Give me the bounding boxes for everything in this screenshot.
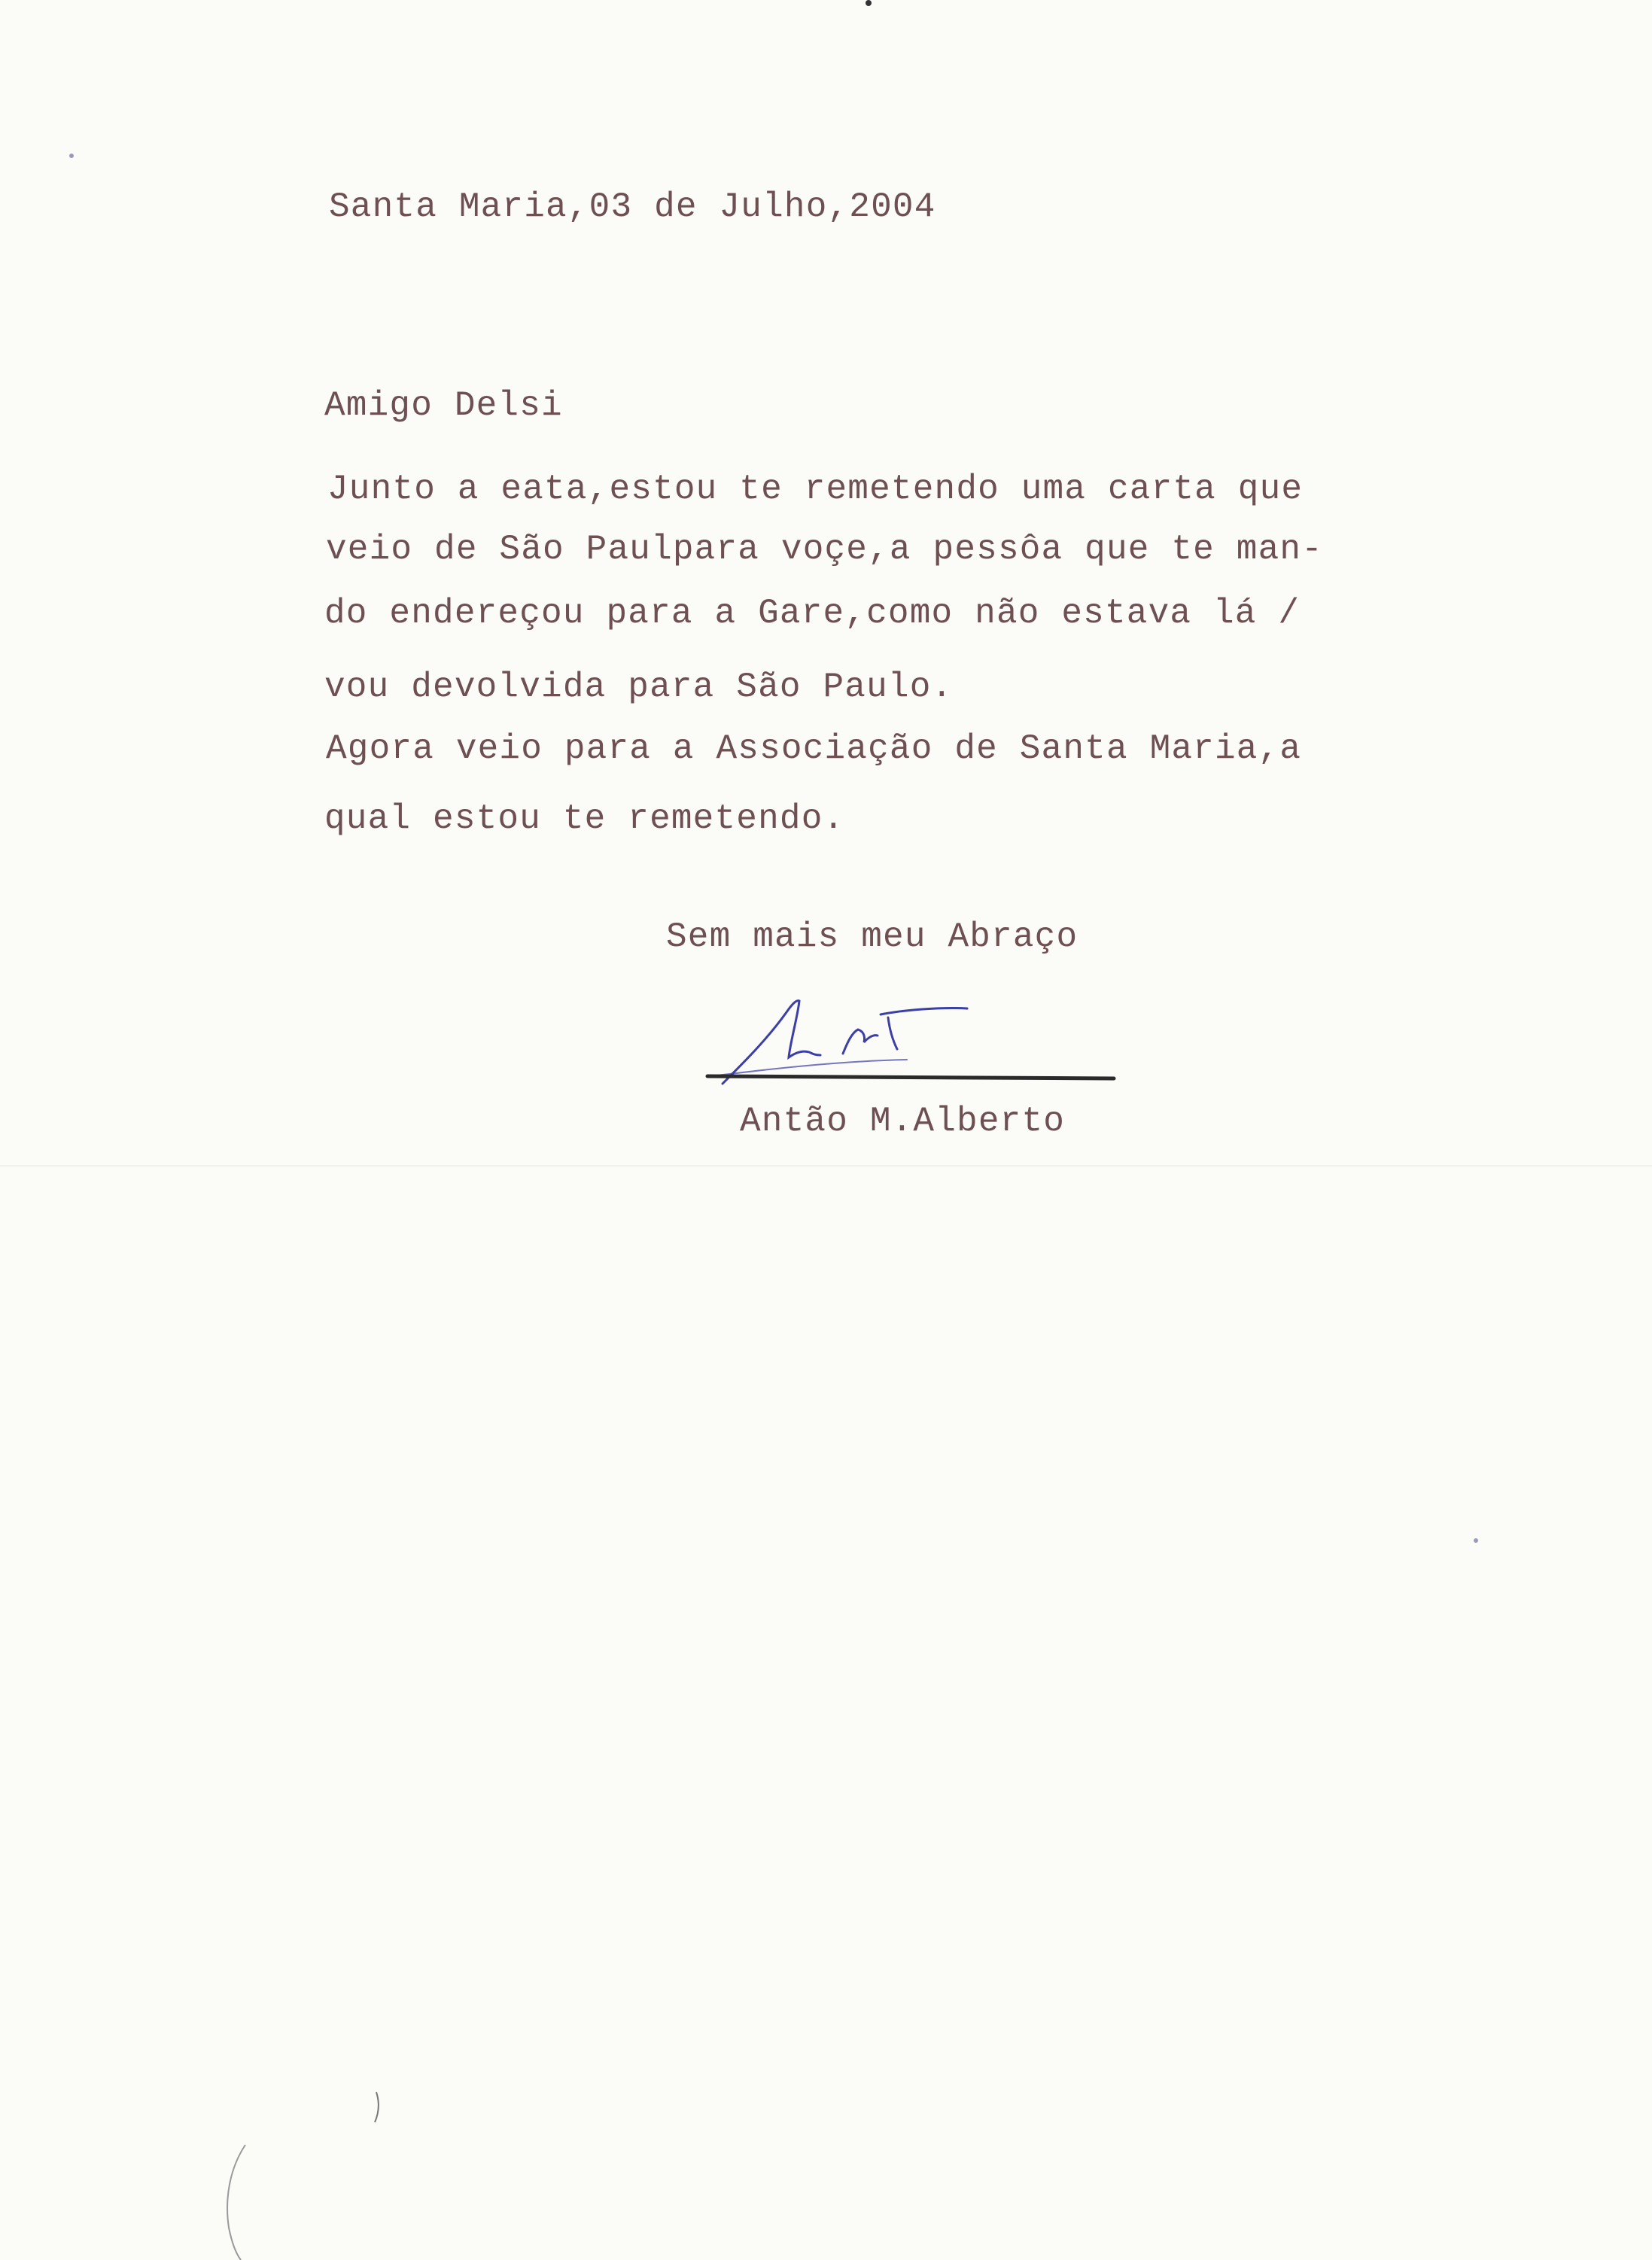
- signature-stroke: [723, 1001, 820, 1084]
- signature-rule: [707, 1076, 1114, 1078]
- body-line: veio de São Paulpara voçe,a pessôa que te man-: [326, 530, 1324, 569]
- signature-stroke: [888, 1017, 897, 1049]
- salutation: Amigo Delsi: [324, 386, 563, 425]
- body-line: qual estou te remetendo.: [324, 799, 845, 838]
- ink-speck: [69, 154, 74, 158]
- pencil-mark: [215, 2137, 306, 2260]
- signer-name: Antão M.Alberto: [740, 1102, 1066, 1141]
- closing: Sem mais meu Abraço: [666, 917, 1079, 957]
- body-line: Agora veio para a Associação de Santa Maria,a: [326, 729, 1302, 768]
- signature-stroke: [711, 1060, 907, 1076]
- signature-stroke: [881, 1008, 967, 1014]
- body-line: do endereçou para a Gare,como não estava lá /: [324, 594, 1301, 633]
- date-line: Santa Maria,03 de Julho,2004: [329, 187, 936, 227]
- ink-speck: [1474, 1538, 1478, 1543]
- ink-speck: [866, 0, 872, 6]
- paper-fold-line: [0, 1165, 1652, 1167]
- pencil-mark: [370, 2089, 385, 2127]
- handwritten-signature: [700, 971, 1121, 1091]
- body-line: Junto a eata,estou te remetendo uma carta que: [327, 470, 1304, 509]
- signature-stroke: [843, 1030, 878, 1054]
- body-line: vou devolvida para São Paulo.: [324, 668, 954, 707]
